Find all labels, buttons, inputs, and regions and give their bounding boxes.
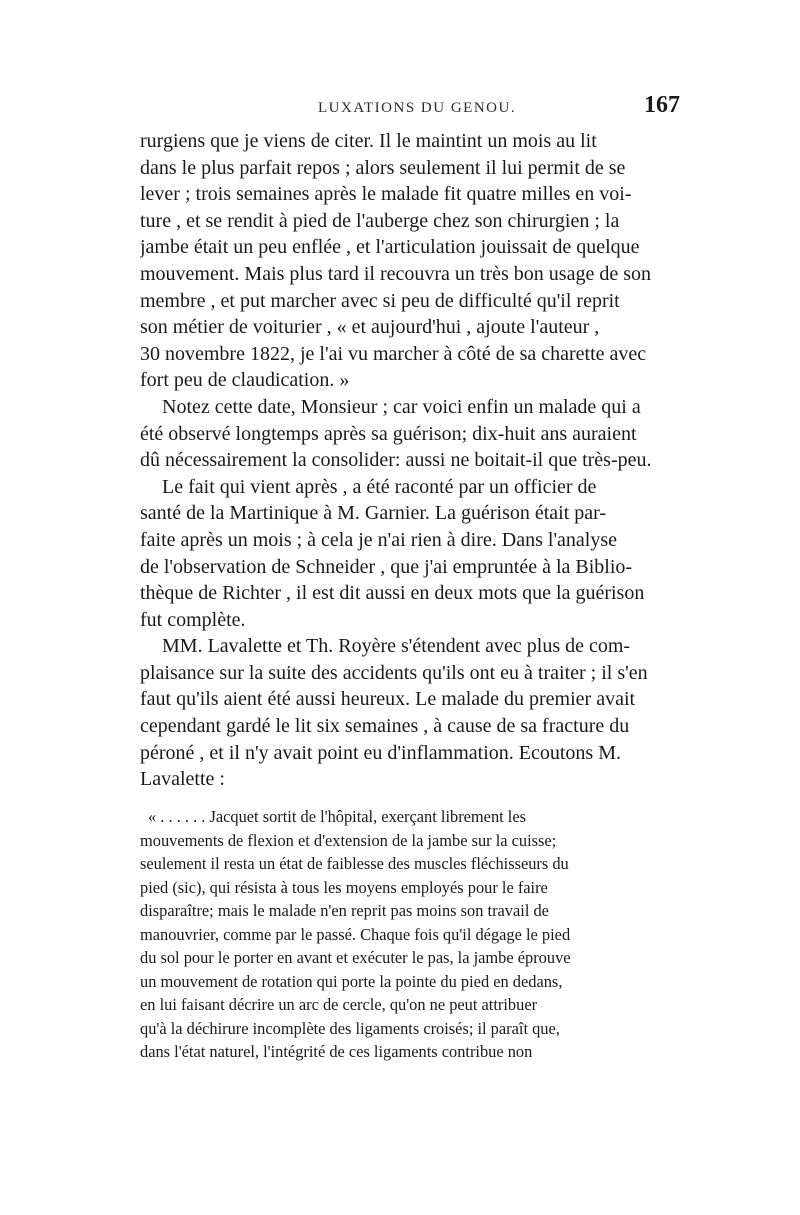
quote-line: « . . . . . . Jacquet sortit de l'hôpital, exerçant librement les <box>148 807 527 826</box>
quote-line: qu'à la déchirure incomplète des ligaments croisés; il paraît que, <box>140 1018 560 1038</box>
quote-line: pied (sic), qui résista à tous les moyens employés pour le faire <box>140 877 548 897</box>
text-line: membre , et put marcher avec si peu de difficulté qu'il reprit <box>140 289 620 312</box>
text-line: plaisance sur la suite des accidents qu'ils ont eu à traiter ; il s'en <box>140 661 648 684</box>
text-line: été observé longtemps après sa guérison; dix-huit ans auraient <box>140 422 637 445</box>
quote-line: mouvements de flexion et d'extension de la jambe sur la cuisse; <box>140 830 557 850</box>
text-line: lever ; trois semaines après le malade fit quatre milles en voi- <box>140 183 632 206</box>
text-line: fort peu de claudication. » <box>140 369 350 392</box>
text-line: faut qu'ils aient été aussi heureux. Le malade du premier avait <box>140 688 636 711</box>
text-line: jambe était un peu enflée , et l'articulation jouissait de quelque <box>140 236 640 259</box>
text-line: fut complète. <box>140 608 246 631</box>
text-line: dû nécessairement la consolider: aussi ne boitait-il que très-peu. <box>140 449 652 472</box>
text-line: santé de la Martinique à M. Garnier. La guérison était par- <box>140 502 607 525</box>
text-line: ture , et se rendit à pied de l'auberge chez son chirurgien ; la <box>140 209 620 232</box>
text-line: cependant gardé le lit six semaines , à cause de sa fracture du <box>140 715 630 738</box>
paragraph-start-line: Le fait qui vient après , a été raconté par un officier de <box>162 475 597 498</box>
quote-line: en lui faisant décrire un arc de cercle, qu'on ne peut attribuer <box>140 995 538 1014</box>
main-text <box>140 128 675 793</box>
page-header <box>136 94 686 126</box>
text-line: rurgiens que je viens de citer. Il le maintint un mois au lit <box>140 130 597 152</box>
running-title: LUXATIONS DU GENOU. <box>318 100 517 116</box>
text-line: Lavalette : <box>140 768 225 791</box>
text-line: mouvement. Mais plus tard il recouvra un très bon usage de son <box>140 262 651 285</box>
page-number: 167 <box>644 92 680 118</box>
text-line: 30 novembre 1822, je l'ai vu marcher à côté de sa charette avec <box>140 342 647 365</box>
paragraph-start-line: MM. Lavalette et Th. Royère s'étendent avec plus de com- <box>162 635 631 658</box>
quote-line: dans l'état naturel, l'intégrité de ces ligaments contribue non <box>140 1042 533 1061</box>
text-line: faite après un mois ; à cela je n'ai rien à dire. Dans l'analyse <box>140 528 618 551</box>
quote-line: un mouvement de rotation qui porte la pointe du pied en dedans, <box>140 971 563 991</box>
text-line: dans le plus parfait repos ; alors seulement il lui permit de se <box>140 156 626 179</box>
quotation-block <box>140 805 660 1064</box>
quote-line: du sol pour le porter en avant et exécuter le pas, la jambe éprouve <box>140 948 571 967</box>
text-line: de l'observation de Schneider , que j'ai empruntée à la Biblio- <box>140 555 633 578</box>
quote-line: seulement il resta un état de faiblesse des muscles fléchisseurs du <box>140 854 569 873</box>
text-line: thèque de Richter , il est dit aussi en deux mots que la guérison <box>140 582 645 605</box>
quote-line: manouvrier, comme par le passé. Chaque fois qu'il dégage le pied <box>140 924 571 944</box>
paragraph-start-line: Notez cette date, Monsieur ; car voici enfin un malade qui a <box>162 395 641 418</box>
quote-line: disparaître; mais le malade n'en reprit pas moins son travail de <box>140 901 549 920</box>
text-line: son métier de voiturier , « et aujourd'hui , ajoute l'auteur , <box>140 316 600 339</box>
text-line: péroné , et il n'y avait point eu d'inflammation. Ecoutons M. <box>140 741 621 764</box>
